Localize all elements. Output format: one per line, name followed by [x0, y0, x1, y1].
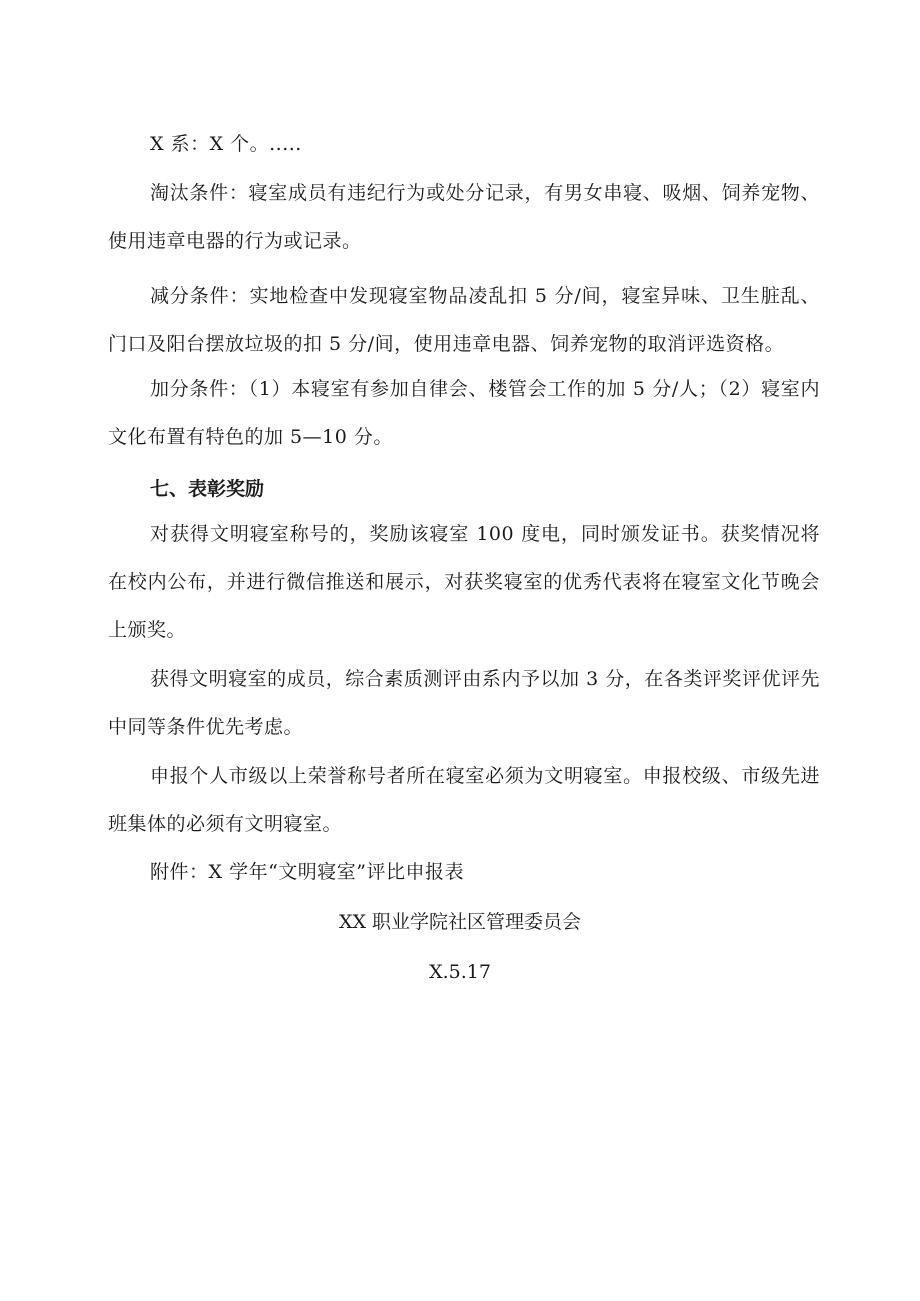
- paragraph-award-honors: 申报个人市级以上荣誉称号者所在寝室必须为文明寝室。申报校级、市级先进班集体的必须有文明寝室。: [108, 765, 820, 835]
- paragraph-elimination-conditions: 淘汰条件：寝室成员有违纪行为或处分记录，有男女串寝、吸烟、饲养宠物、使用违章电器的行为或记录。: [108, 182, 820, 252]
- section-heading-awards: 七、表彰奖励: [150, 478, 265, 500]
- paragraph-award-reward: 对获得文明寝室称号的，奖励该寝室 100 度电，同时颁发证书。获奖情况将在校内公布，并进行微信推送和展示，对获奖寝室的优秀代表将在寝室文化节晚会上颁奖。: [108, 523, 820, 641]
- paragraph-department-count: X 系：X 个。.....: [150, 133, 302, 155]
- paragraph-award-members: 获得文明寝室的成员，综合素质测评由系内予以加 3 分，在各类评奖评优评先中同等条件优先考虑。: [108, 668, 820, 738]
- paragraph-deduction-conditions: 减分条件：实地检查中发现寝室物品凌乱扣 5 分/间，寝室异味、卫生脏乱、门口及阳台摆放垃圾的扣 5 分/间，使用违章电器、饲养宠物的取消评选资格。: [108, 285, 820, 355]
- signature-organization: XX 职业学院社区管理委员会: [338, 911, 582, 933]
- paragraph-bonus-conditions: 加分条件：（1）本寝室有参加自律会、楼管会工作的加 5 分/人；（2）寝室内文化布置有特色的加 5—10 分。: [108, 378, 820, 448]
- document-date: X.5.17: [429, 961, 491, 983]
- paragraph-attachment: 附件：X 学年“文明寝室”评比申报表: [150, 861, 464, 883]
